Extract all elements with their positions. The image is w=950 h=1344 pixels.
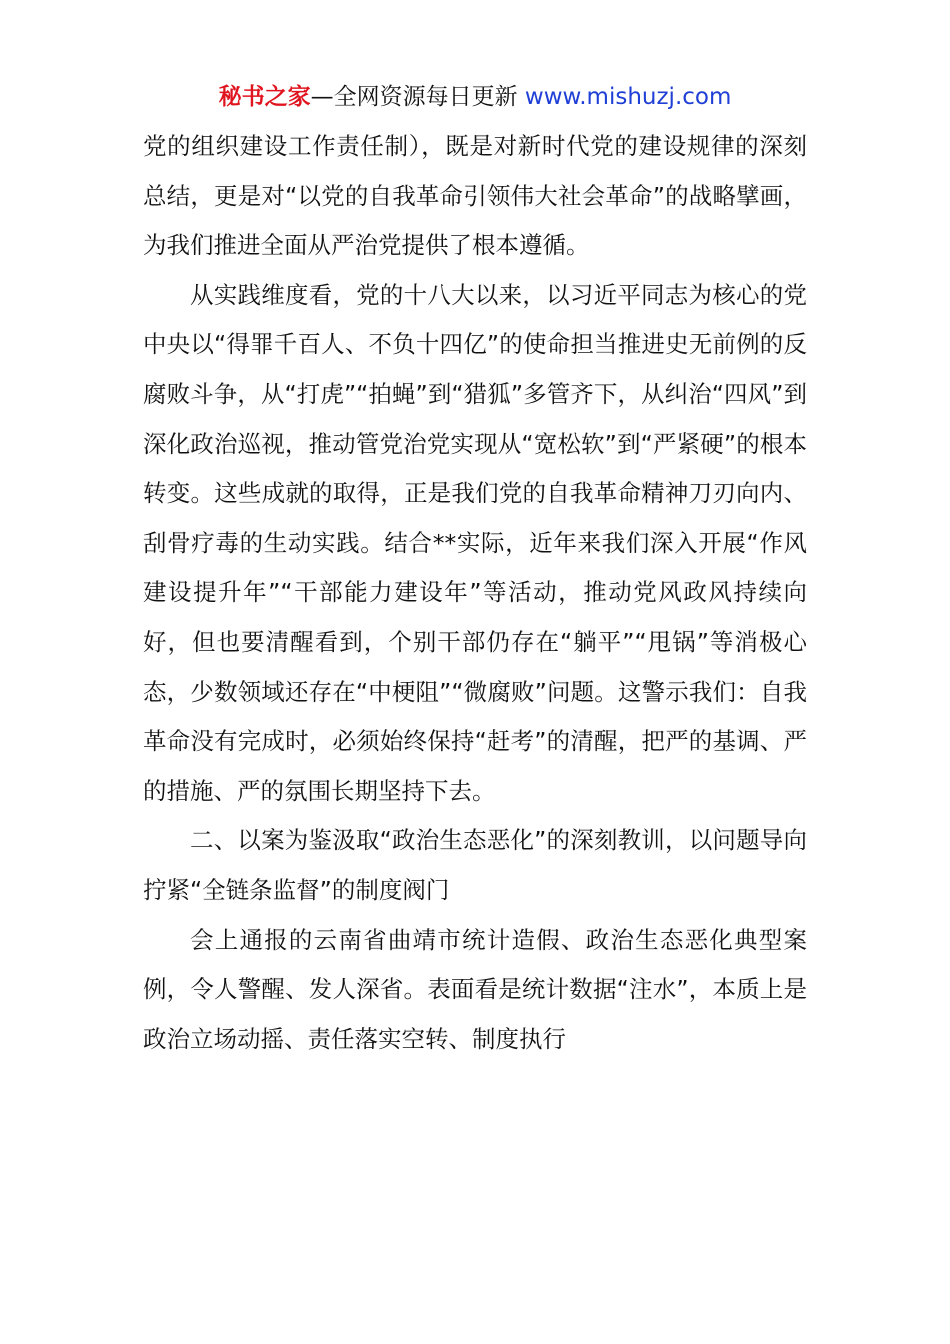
site-tagline: —全网资源每日更新: [310, 84, 525, 110]
paragraph-case: 会上通报的云南省曲靖市统计造假、政治生态恶化典型案例，令人警醒、发人深省。表面看是统计数据“注水”，本质上是政治立场动摇、责任落实空转、制度执行: [143, 925, 807, 1053]
site-header: [0, 80, 950, 114]
brand-name: 秘书之家: [218, 84, 311, 110]
section-heading: 二、以案为鉴汲取“政治生态恶化”的深刻教训，以问题导向拧紧“全链条监督”的制度阀门: [143, 826, 807, 904]
paragraph-practice: 从实践维度看，党的十八大以来，以习近平同志为核心的党中央以“得罪千百人、不负十四亿”的使命担当推进史无前例的反腐败斗争，从“打虎”“拍蝇”到“猎狐”多管齐下，从纠治“四风”到深化政治巡视，推动管党治党实现从“宽松软”到“严紧硬”的根本转变。这些成就的取得，正是我们党的自我革命精神刀刃向内、刮骨疗毒的生动实践。结合**实际，近年来我们深入开展“作风建设提升年”“干部能力建设年”等活动，推动党风政风持续向好，但也要清醒看到，个别干部仍存在“躺平”“甩锅”等消极心态，少数领域还存在“中梗阻”“微腐败”问题。这警示我们：自我革命没有完成时，必须始终保持“赶考”的清醒，把严的基调、严的措施、严的氛围长期坚持下去。: [143, 280, 807, 805]
document-body: [143, 122, 807, 1064]
paragraph-continuation: 党的组织建设工作责任制），既是对新时代党的建设规律的深刻总结，更是对“以党的自我革命引领伟大社会革命”的战略擘画，为我们推进全面从严治党提供了根本遵循。: [143, 132, 807, 260]
site-url[interactable]: www.mishuzj.com: [524, 84, 732, 110]
